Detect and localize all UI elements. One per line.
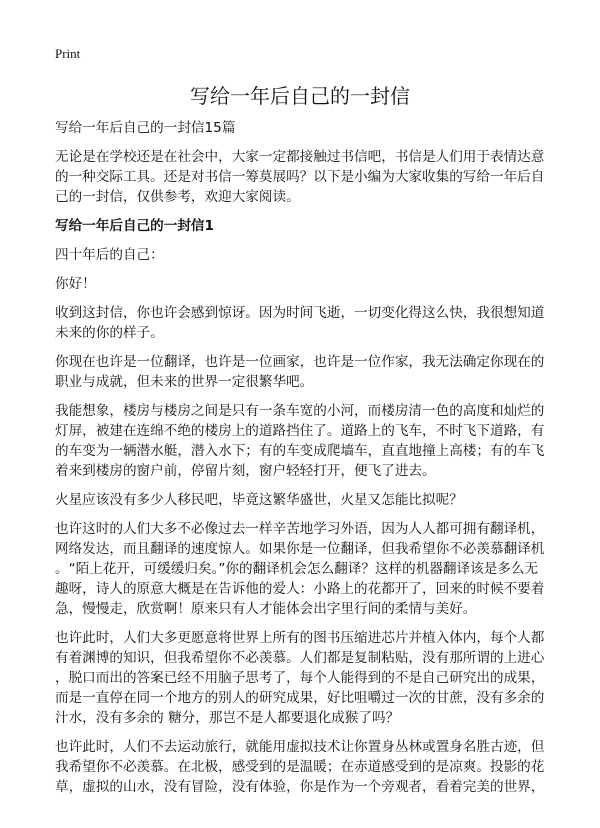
text-line: ，脱口而出的答案已经不用脑子思考了，每个人能得到的不是自己研究出的成果， (55, 670, 545, 686)
text-line: 汁水，没有多余的 糖分，那岂不是人都要退化成猴了吗？ (55, 710, 400, 726)
paragraph (55, 118, 555, 138)
print-link[interactable]: Print (55, 46, 81, 61)
text-line: 你好！ (55, 276, 96, 292)
paragraph (55, 737, 555, 797)
text-line: 的一种交际工具。还是对书信一筹莫展吗？以下是小编为大家收集的写给一年后自 (55, 169, 545, 185)
paragraph (55, 519, 555, 619)
text-line: 也许此时，人们大多更愿意将世界上所有的图书压缩进芯片并植入体内，每个人都 (55, 630, 545, 646)
document-body (55, 118, 555, 806)
text-line: 的车变为一辆潜水艇，潜入水下；有的车变成爬墙车，直直地撞上高楼；有的车飞 (55, 443, 545, 459)
text-line: 。“陌上花开，可缓缓归矣。”你的翻译机会怎么翻译？这样的机器翻译该是多么无 (55, 561, 539, 577)
text-line: 我能想象，楼房与楼房之间是只有一条车宽的小河，而楼房清一色的高度和灿烂的 (55, 403, 545, 419)
text-line: 职业与成就，但未来的世界一定很繁华吧。 (55, 374, 314, 390)
paragraph (55, 274, 555, 294)
text-line: 未来的你的样子。 (55, 325, 164, 341)
paragraph (55, 628, 555, 728)
text-line: 着来到楼房的窗户前，停留片刻，窗户轻轻打开，便飞了进去。 (55, 463, 436, 479)
paragraph (55, 490, 555, 510)
paragraph (55, 352, 555, 392)
text-line: 也许此时，人们不去运动旅行，就能用虚拟技术让你置身丛林或置身名胜古迹，但 (55, 739, 545, 755)
text-line: 无论是在学校还是在社会中，大家一定都接触过书信吧，书信是人们用于表情达意 (55, 149, 545, 165)
text-line: 你现在也许是一位翻译，也许是一位画家，也许是一位作家，我无法确定你现在的 (55, 354, 545, 370)
paragraph (55, 401, 555, 481)
text-line: 写给一年后自己的一封信1 (55, 218, 214, 234)
paragraph (55, 245, 555, 265)
text-line: 草，虚拟的山水，没有冒险，没有体验，你是作为一个旁观者，看着完美的世界， (55, 779, 545, 795)
text-line: 趣呀，诗人的原意大概是在告诉他的爱人：小路上的花都开了，回来的时候不要着 (55, 581, 545, 597)
text-line: 灯屏，被建在连绵不绝的楼房上的道路挡住了。道路上的飞车，不时飞下道路，有 (55, 423, 545, 439)
text-line: 也许这时的人们大多不必像过去一样辛苦地学习外语，因为人人都可拥有翻译机， (55, 521, 545, 537)
text-line: 火星应该没有多少人移民吧，毕竟这繁华盛世，火星又怎能比拟呢？ (55, 492, 463, 508)
text-line: 有着渊博的知识，但我希望你不必羡慕。人们都是复制粘贴，没有那所谓的上进心 (55, 650, 545, 666)
section-heading (55, 216, 555, 236)
text-line: 我希望你不必羡慕。在北极，感受到的是温暖；在赤道感受到的是凉爽。投影的花 (55, 759, 545, 775)
text-line: 四十年后的自己： (55, 247, 164, 263)
paragraph (55, 303, 555, 343)
page-title: 写给一年后自己的一封信 (190, 84, 410, 108)
text-line: 己的一封信，仅供参考，欢迎大家阅读。 (55, 189, 300, 205)
text-line: 网络发达，而且翻译的速度惊人。如果你是一位翻译，但我希望你不必羡慕翻译机 (55, 541, 545, 557)
text-line: 写给一年后自己的一封信15篇 (55, 120, 236, 136)
text-line: 而是一直停在同一个地方的别人的研究成果，好比咀嚼过一次的甘蔗，没有多余的 (55, 690, 545, 706)
text-line: 急，慢慢走，欣赏啊！原来只有人才能体会出字里行间的柔情与美好。 (55, 601, 477, 617)
paragraph (55, 147, 555, 207)
text-line: 收到这封信，你也许会感到惊讶。因为时间飞逝，一切变化得这么快，我很想知道 (55, 305, 545, 321)
